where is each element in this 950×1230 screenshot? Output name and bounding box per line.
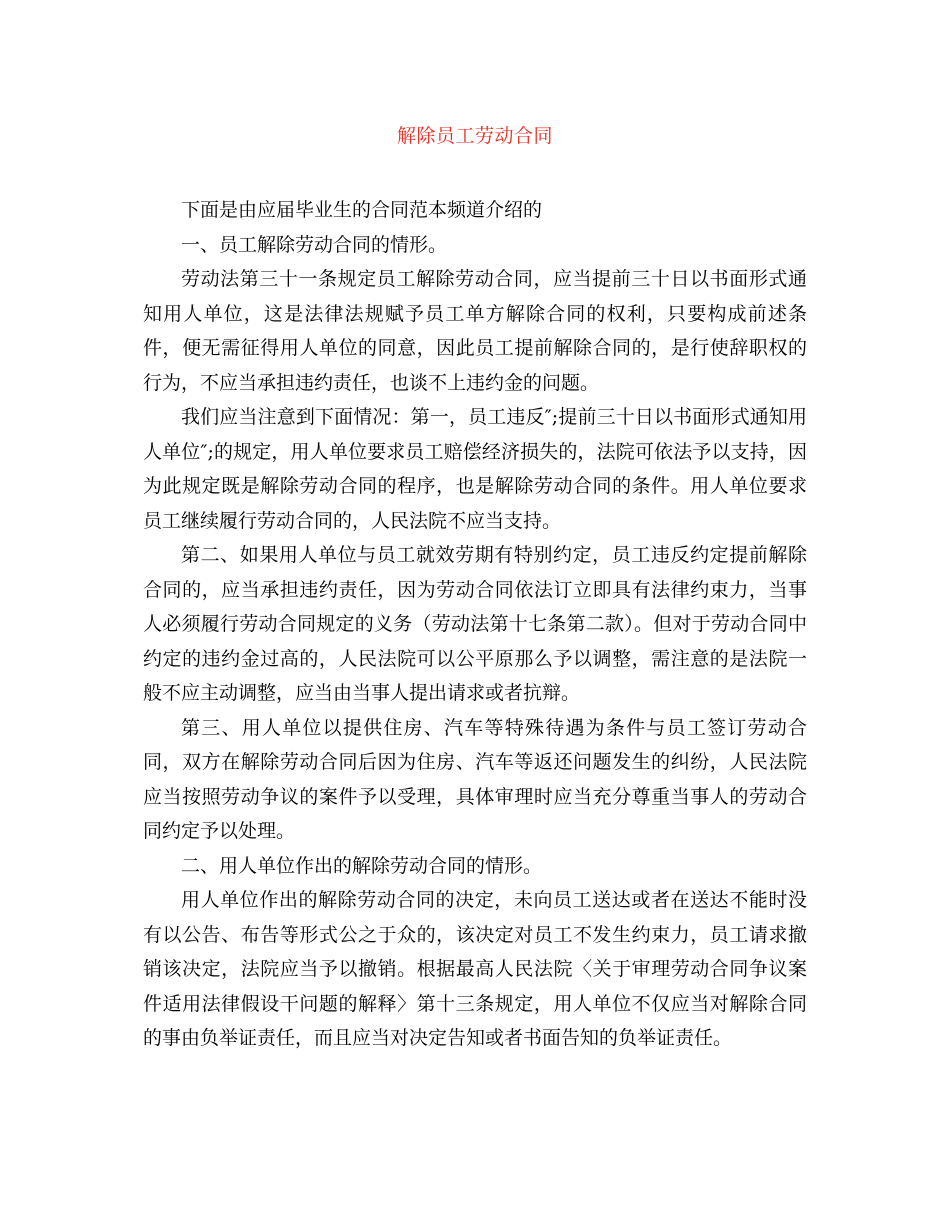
paragraph-employer-decision: 用人单位作出的解除劳动合同的决定，未向员工送达或者在送达不能时没有以公告、布告等形式公之于众的，该决定对员工不发生约束力，员工请求撤销该决定，法院应当予以撤销。根据最高人民法院〈关于审理劳动合同争议案件适用法律假设干问题的解释〉第十三条规定，用人单位不仅应当对解除合同的事由负举证责任，而且应当对决定告知或者书面告知的负举证责任。 [143,889,807,1049]
paragraph-intro: 下面是由应届毕业生的合同范本频道介绍的 [181,199,543,221]
document-title: 解除员工劳动合同 [396,125,553,147]
document-body [143,193,807,1056]
paragraph-second-point: 第二、如果用人单位与员工就效劳期有特别约定，员工违反约定提前解除合同的，应当承担违约责任，因为劳动合同依法订立即具有法律约束力，当事人必须履行劳动合同规定的义务（劳动法第十七条第二款）。但对于劳动合同中约定的违约金过高的，人民法院可以公平原那么予以调整，需注意的是法院一般不应主动调整，应当由当事人提出请求或者抗辩。 [143,544,807,704]
section-heading-employer-termination: 二、用人单位作出的解除劳动合同的情形。 [181,854,543,877]
section-heading-employee-termination: 一、员工解除劳动合同的情形。 [181,233,448,256]
paragraph-article-31: 劳动法第三十一条规定员工解除劳动合同，应当提前三十日以书面形式通知用人单位，这是法律法规赋予员工单方解除合同的权利，只要构成前述条件，便无需征得用人单位的同意，因此员工提前解除合同的，是行使辞职权的行为，不应当承担违约责任，也谈不上违约金的问题。 [143,268,807,394]
paragraph-first-point: 我们应当注意到下面情况：第一，员工违反″;提前三十日以书面形式通知用人单位″;的规定，用人单位要求员工赔偿经济损失的，法院可依法予以支持，因为此规定既是解除劳动合同的程序，也是解除劳动合同的条件。用人单位要求员工继续履行劳动合同的，人民法院不应当支持。 [143,406,807,532]
paragraph-third-point: 第三、用人单位以提供住房、汽车等特殊待遇为条件与员工签订劳动合同，双方在解除劳动合同后因为住房、汽车等返还问题发生的纠纷，人民法院应当按照劳动争议的案件予以受理，具体审理时应当充分尊重当事人的劳动合同约定予以处理。 [143,716,807,842]
